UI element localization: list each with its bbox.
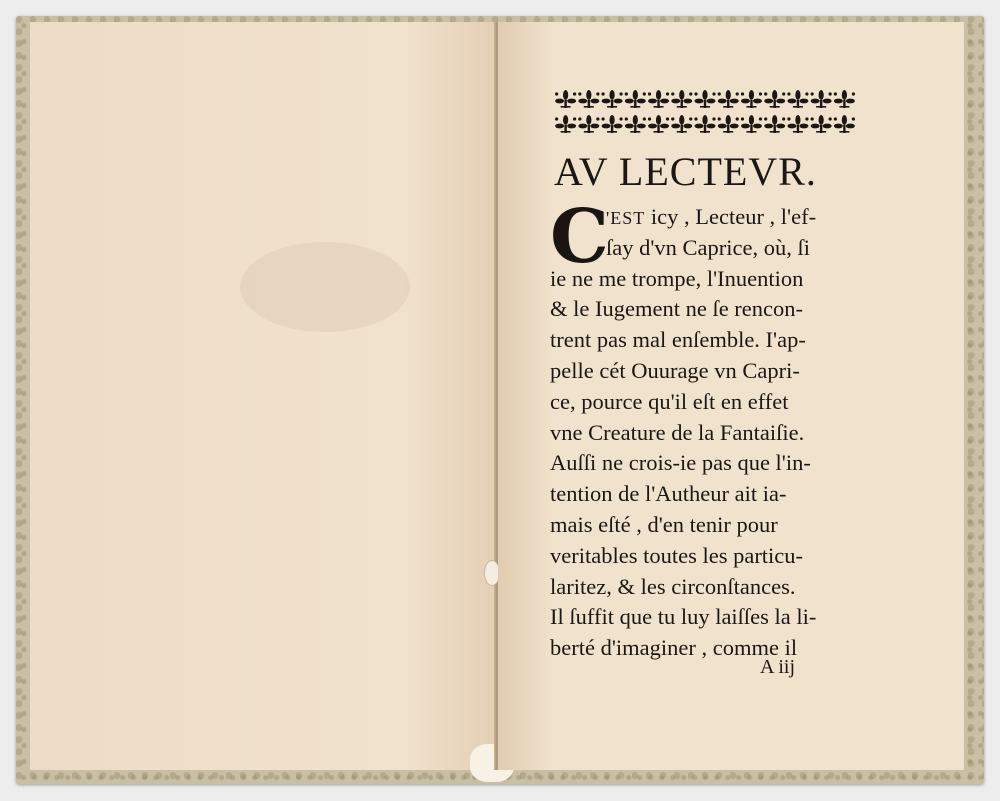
- fleuron: [787, 115, 808, 133]
- fleuron: [834, 115, 855, 133]
- fleuron: [671, 90, 692, 108]
- bleed-through-title-page: [160, 92, 490, 692]
- fleuron: [648, 90, 669, 108]
- fleuron: [811, 115, 832, 133]
- fleuron: [555, 90, 576, 108]
- fleuron: [601, 115, 622, 133]
- text-line: mais eſté , d'en tenir pour: [550, 511, 778, 537]
- text-line-rest: icy , Lecteur , l'ef-: [645, 204, 817, 229]
- text-line: veritables toutes les particu-: [550, 542, 804, 568]
- fleuron: [718, 90, 739, 108]
- drop-cap: C: [550, 194, 609, 280]
- text-line: Auſſi ne crois-ie pas que l'in-: [550, 450, 811, 476]
- fleuron: [787, 90, 808, 108]
- fleuron: [694, 115, 715, 133]
- text-line: laritez, & les circonſtances.: [550, 573, 796, 599]
- body-text: [550, 194, 862, 664]
- text-line: trent pas mal enſemble. I'ap-: [550, 327, 806, 353]
- text-line: berté d'imaginer , comme il: [550, 635, 798, 661]
- fleuron: [718, 115, 739, 133]
- page-heading: AV LECTEVR.: [554, 149, 817, 194]
- signature-mark: A iij: [760, 656, 796, 678]
- fleuron: [671, 115, 692, 133]
- text-line: ſay d'vn Caprice, où, ſi: [606, 234, 811, 260]
- fleuron: [601, 90, 622, 108]
- fleuron: [625, 90, 646, 108]
- text-line: tention de l'Autheur ait ia-: [550, 481, 787, 507]
- left-page: [30, 22, 496, 770]
- fleuron: [741, 90, 762, 108]
- fleuron: [764, 115, 785, 133]
- bleed-through-vignette: [240, 242, 410, 332]
- text-line: vne Creature de la Fantaiſie.: [550, 419, 805, 445]
- text-line: pelle cét Ouurage vn Capri-: [550, 357, 800, 383]
- fleuron: [555, 115, 576, 133]
- fleuron: [811, 90, 832, 108]
- fleuron: [578, 90, 599, 108]
- text-line: & le Iugement ne ſe rencon-: [550, 296, 804, 322]
- fleuron: [694, 90, 715, 108]
- fleuron: [578, 115, 599, 133]
- fleuron: [741, 115, 762, 133]
- text-line: ie ne me trompe, l'Inuention: [550, 265, 804, 291]
- text-line: Il ſuffit que tu luy laiſſes la li-: [550, 604, 817, 630]
- text-block: [550, 88, 862, 664]
- fleuron: [764, 90, 785, 108]
- fleuron: [834, 90, 855, 108]
- text-line-caps: 'EST: [606, 208, 646, 228]
- fleuron: [625, 115, 646, 133]
- fleuron: [648, 115, 669, 133]
- text-line: ce, pource qu'il eſt en effet: [550, 388, 789, 414]
- fleuron-ornament-band: [554, 88, 856, 138]
